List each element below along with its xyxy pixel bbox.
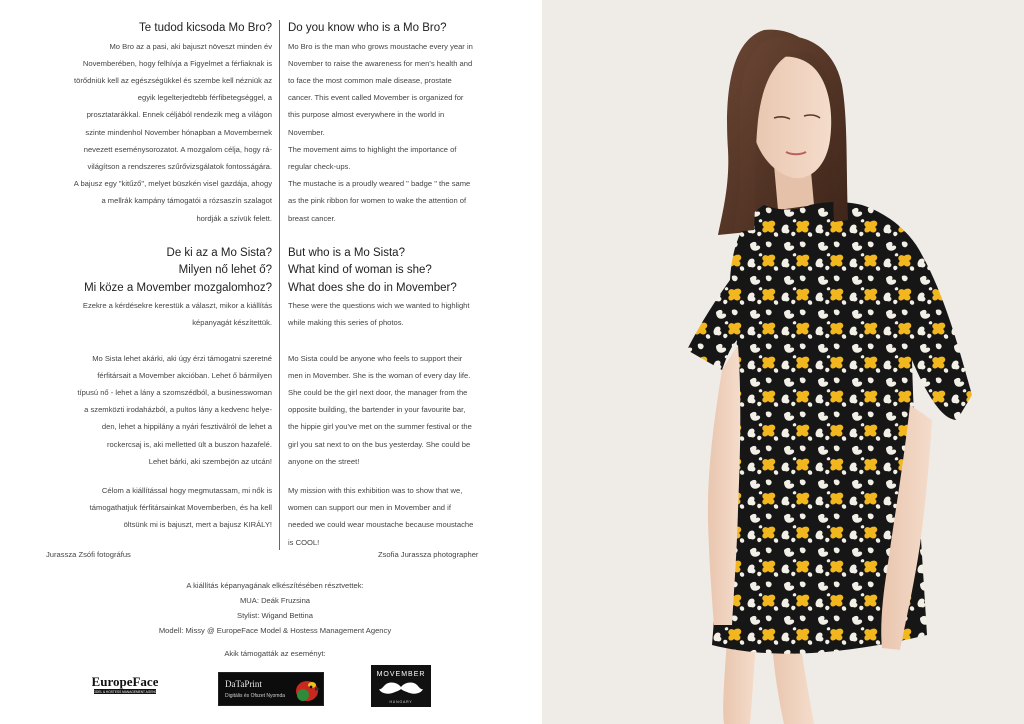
credits-block (40, 578, 510, 638)
dataprint-logo (218, 672, 324, 706)
hu-signature: Jurassza Zsófi fotográfus (46, 550, 131, 559)
en-heading-mo-sista-2: What kind of woman is she? (288, 264, 432, 277)
en-signature: Zsofia Jurassza photographer (378, 550, 479, 559)
hu-paragraph-mo-sista: Mo Sista lehet akárki, aki úgy érzi támogatni szeretné férfitársait a Movember akcióban. Lehet ő bármilyen típusú nő - lehet a lány a szomszédból, a businesswoman a szemközti irodaházból, a pultos lány a kedvenc helye- den, lehet a hippilány a nyári fesztiválról de lehet a rockercsaj is, aki melletted ült a buszon hazafelé. Lehet bárki, aki szembejön az utcán! (77, 353, 272, 466)
europeface-logo-subtext: MODEL & HOSTESS MANAGEMENT AGENCY (92, 690, 158, 694)
en-paragraph-questions: These were the questions wich we wanted to highlight while making this series of photos. (288, 301, 470, 328)
credits-mua: MUA: Deák Fruzsina (239, 596, 311, 605)
hu-paragraph-mission: Célom a kiállítással hogy megmutassam, mi nők is támogathatjuk férfitársainkat Movemberben, és ha kell öltsünk mi is bajuszt, mert a bajusz KIRÁLY! (89, 486, 272, 530)
credits-model: Modell: Missy @ EuropeFace Model & Hostess Management Agency (158, 626, 392, 635)
credits-stylist: Stylist: Wigand Bettina (237, 611, 313, 620)
credits-intro: A kiállítás képanyagának elkészítésében résztvettek: (186, 581, 364, 590)
english-column (288, 20, 508, 551)
hu-heading-mo-bro: Te tudod kicsoda Mo Bro? (139, 22, 272, 34)
model-photo (542, 0, 1024, 724)
hu-paragraph-mo-bro: Mo Bro az a pasi, aki bajuszt növeszt minden év Novemberében, hogy felhívja a Figyelmet a férfiaknak is törődniük kell az egészségükkel és szembe kell nézniük az egyik legelterjedtebb férfibetegséggel, a prosztatarákkal. Ennek céljából rendezik meg a világon szinte mindenhol November hónapban a Movembernek nevezett eseménysorozatot. A mozgalom célja, hogy rá- világítson a rendszeres szűrővizsgálatok fontosságára. A bajusz egy "kitűző", melyet büszkén visel gazdája, ahogy a mellrák kampány támogatói a rózsaszín szalagot hordják a szívük felett. (73, 41, 272, 223)
hungarian-column (40, 20, 272, 534)
movember-logo (371, 665, 431, 707)
hu-paragraph-questions: Ezekre a kérdésekre kerestük a választ, mikor a kiállítás képanyagát készítettük. (82, 301, 272, 328)
movember-logo-subtext: HUNGARY (389, 700, 413, 704)
dataprint-logo-text: DaTaPrint (225, 679, 262, 689)
movember-logo-text: MOVEMBER (376, 671, 426, 678)
sponsors-intro: Akik támogatták az eseményt: (224, 649, 326, 658)
en-heading-mo-sista-1: But who is a Mo Sista? (288, 246, 405, 259)
hu-heading-mo-sista-1: De ki az a Mo Sista? (166, 246, 272, 259)
en-paragraph-mission: My mission with this exhibition was to show that we, women can support our men in Movember and if needed we could wear moustache because moustache is COOL! (288, 486, 474, 547)
en-heading-mo-sista-3: What does she do in Movember? (288, 281, 457, 294)
hu-heading-mo-sista-2: Milyen nő lehet ő? (178, 264, 272, 277)
dataprint-logo-subtext: Digitális és Ofszet Nyomda (225, 693, 286, 699)
europeface-logo-text: EuropeFace (92, 674, 158, 689)
europeface-logo (92, 667, 158, 699)
en-heading-mo-bro: Do you know who is a Mo Bro? (288, 22, 447, 34)
column-divider (279, 20, 280, 550)
en-paragraph-mo-sista: Mo Sista could be anyone who feels to support their men in Movember. She is the woman of every day life. She could be the girl next door, the manager from the opposite building, the bartender in your favourite bar, the hippie girl you've met on the summer festival or the girl you sat next to on the bus yesterday. She could be anyone on the street! (288, 353, 472, 466)
hu-heading-mo-sista-3: Mi köze a Movember mozgalomhoz? (84, 281, 272, 294)
en-paragraph-mo-bro: Mo Bro is the man who grows moustache every year in November to raise the awareness for men's health and to face the most common male disease, prostate cancer. This event called Movember is organized for this purpose almost everywhere in the world in November. The movement aims to highlight the importance of regular check-ups. The mustache is a proudly weared " badge " the same as the pink ribbon for women to wake the attention of breast cancer. (288, 41, 473, 223)
